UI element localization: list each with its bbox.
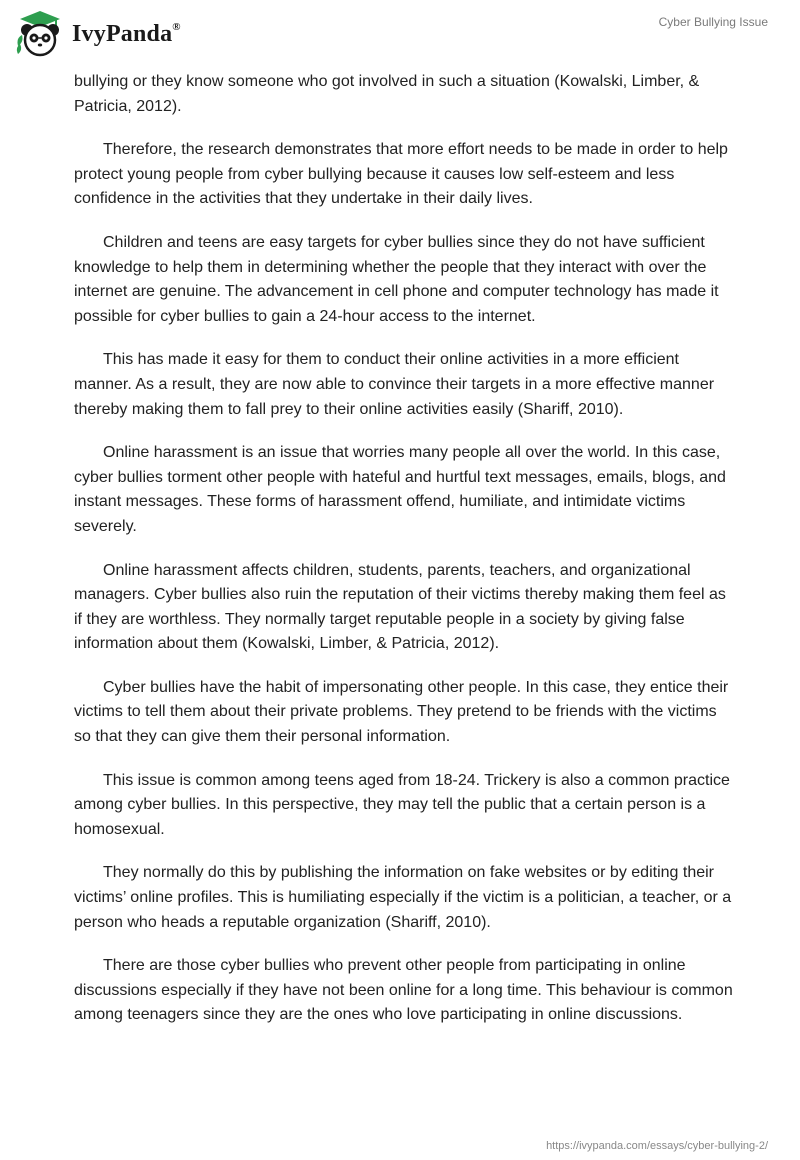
- essay-body: [74, 70, 734, 1047]
- source-url-link[interactable]: https://ivypanda.com/essays/cyber-bullying-2/: [546, 1140, 768, 1152]
- document-title: Cyber Bullying Issue: [658, 15, 768, 29]
- paragraph: Online harassment affects children, students, parents, teachers, and organizational managers. Cyber bullies also ruin the reputation of their victims thereby making them feel as if they are worthless. They normally target reputable people in a society by giving false information about them (Kowalski, Limber, & Patricia, 2012).: [74, 561, 726, 653]
- paragraph: Cyber bullies have the habit of impersonating other people. In this case, they entice their victims to tell them about their private problems. They pretend to be friends with the victims so that they can give them their personal information.: [74, 678, 729, 746]
- panda-logo-icon: [14, 8, 66, 60]
- paragraph: This has made it easy for them to conduct their online activities in a more efficient manner. As a result, they are now able to convince their targets in a more effective manner thereby making them to fall prey to their online activities easily (Shariff, 2010).: [74, 351, 715, 418]
- paragraph: This issue is common among teens aged from 18-24. Trickery is also a common practice among cyber bullies. In this perspective, they may tell the public that a certain person is a homosexual.: [74, 771, 730, 838]
- paragraph: Therefore, the research demonstrates that more effort needs to be made in order to help protect young people from cyber bullying because it causes low self-esteem and less confidence in the activities that they undertake in their daily lives.: [74, 141, 728, 208]
- page-header: [0, 0, 800, 70]
- brand-name: IvyPanda®: [72, 20, 181, 47]
- paragraph: bullying or they know someone who got involved in such a situation (Kowalski, Limber, & Patricia, 2012).: [74, 73, 700, 115]
- paragraph: Children and teens are easy targets for cyber bullies since they do not have sufficient knowledge to help them in determining whether the people that they interact with over the internet are genuine. The advancement in cell phone and computer technology has made it possible for cyber bullies to gain a 24-hour access to the internet.: [74, 233, 719, 325]
- paragraph: There are those cyber bullies who prevent other people from participating in online discussions especially if they have not been online for a long time. This behaviour is common among teenagers since they are the ones who love participating in online discussions.: [74, 957, 733, 1024]
- paragraph: Online harassment is an issue that worries many people all over the world. In this case, cyber bullies torment other people with hateful and hurtful text messages, emails, blogs, and instant messages. These forms of harassment offend, humiliate, and intimidate victims severely.: [74, 444, 726, 535]
- brand-logo[interactable]: [14, 8, 181, 60]
- paragraph: They normally do this by publishing the information on fake websites or by editing their victims’ online profiles. This is humiliating especially if the victim is a politician, a teacher, or a person who heads a reputable organization (Shariff, 2010).: [74, 864, 732, 931]
